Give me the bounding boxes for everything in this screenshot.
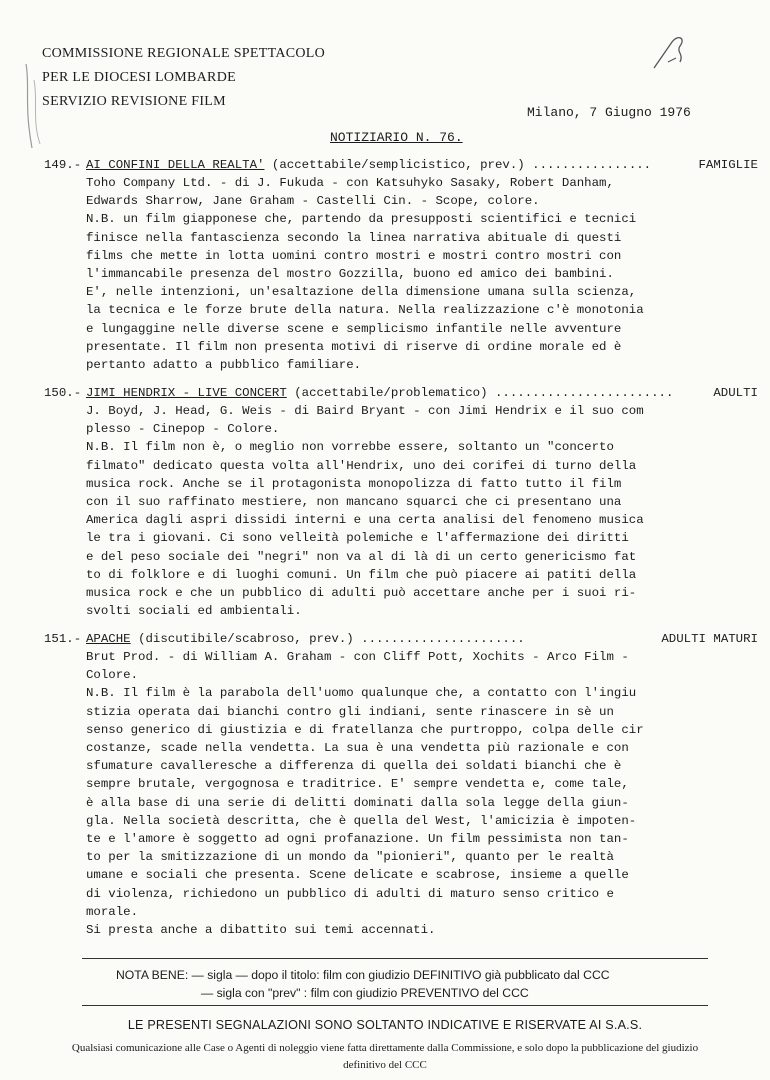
entry-line: musica rock. Anche se il protagonista monopolizza di fatto tutto il film	[86, 476, 622, 491]
entry-number: 151.-	[44, 632, 82, 646]
audience-category: FAMIGLIE	[698, 158, 758, 172]
entry-number: 149.-	[44, 158, 82, 172]
film-title: APACHE	[86, 632, 131, 646]
entry-line: è alla base di una serie di delitti dominati dalla sola legge della giun-	[86, 795, 629, 810]
entry-line: plesso - Cinepop - Colore.	[86, 422, 280, 437]
entry-line: Brut Prod. - di William A. Graham - con Cliff Pott, Xochits - Arco Film -	[86, 650, 629, 664]
entry-line: J. Boyd, J. Head, G. Weis - di Baird Bryant - con Jimi Hendrix e il suo com	[86, 404, 644, 418]
entry-body	[86, 648, 716, 939]
entry-line: umane e sociali che presenta. Scene delicate e scabrose, insieme a quelle	[86, 868, 629, 883]
entry-line: Colore.	[86, 668, 139, 683]
entry-line: e lungaggine nelle diverse scene e semplicismo infantile nelle avventure	[86, 321, 622, 336]
entry-line: di violenza, richiedono un pubblico di adulti di maturo senso critico e	[86, 886, 614, 901]
entry-line: e del peso sociale dei "negri" non va al di là di un certo genericismo fat	[86, 549, 637, 564]
audience-category: ADULTI	[713, 386, 758, 400]
entry-line: stizia operata dai bianchi contro gli indiani, sente rinascere in sè un	[86, 704, 614, 719]
footer-fine-print-line-1: Qualsiasi comunicazione alle Case o Agenti di noleggio viene fatta direttamente dalla Commissione, e solo dopo la pubblicazione del giudizio	[71, 1042, 699, 1054]
entry-line: sfumature cavalleresche a differenza di quella dei soldati bianchi che è	[86, 759, 622, 774]
nota-bene-line-2: — sigla con "prev" : film con giudizio PREVENTIVO del CCC	[201, 986, 529, 1000]
entry-line: to di folklore e di luoghi comuni. Un film che può piacere ai patiti della	[86, 567, 637, 582]
entry-line: senso generico di giustizia e di fratellanza che purtroppo, colpa delle cir	[86, 722, 644, 737]
org-name-line-3: SERVIZIO REVISIONE FILM	[42, 94, 226, 109]
film-rating: (discutibile/scabroso, prev.) ......................	[138, 632, 525, 646]
footer-fine-print-line-2: definitivo del CCC	[343, 1059, 427, 1071]
entry-line: sempre brutale, vergognosa e traditrice. E' sempre vendetta e, come tale,	[86, 777, 629, 792]
entry-line: te e l'amore è soggetto ad ogni profanazione. Un film pessimista non tan-	[86, 832, 629, 847]
entry-line: Si presta anche a dibattito sui temi accennati.	[86, 923, 436, 938]
entry-heading	[44, 630, 764, 648]
org-name-line-1: COMMISSIONE REGIONALE SPETTACOLO	[42, 46, 326, 61]
entry-line: to per la smitizzazione di un mondo da "pionieri", quanto per le realtà	[86, 850, 614, 865]
entry-line: l'immancabile presenza del mostro Gozzilla, buono ed amico dei bambini.	[86, 267, 614, 282]
notiziario-number: NOTIZIARIO N. 76.	[330, 130, 463, 145]
entry-line: le tra i giovani. Ci sono velleità polemiche e l'affermazione dei diritti	[86, 531, 629, 546]
audience-category: ADULTI MATURI	[661, 632, 758, 646]
entry-line: presentate. Il film non presenta motivi di riserve di ordine morale ed è	[86, 339, 622, 354]
nota-bene-line-1: NOTA BENE: — sigla — dopo il titolo: film con giudizio DEFINITIVO già pubblicato dal CCC	[116, 968, 610, 982]
entry-line: America dagli aspri dissidi interni e una certa analisi del fenomeno musica	[86, 513, 644, 528]
footer-fine-print	[0, 1040, 770, 1074]
entry-line: costanze, scade nella vendetta. La sua è una vendetta più razionale e con	[86, 741, 629, 756]
entry-line: pertanto adatto a pubblico familiare.	[86, 358, 362, 373]
film-rating: (accettabile/problematico) ........................	[294, 386, 674, 400]
entry-line: E', nelle intenzioni, un'esaltazione della dimensione umana sulla scienza,	[86, 285, 637, 300]
entry-line: la tecnica e le forze brute della natura. Nella realizzazione c'è monotonia	[86, 303, 644, 318]
entry-line: N.B. Il film non è, o meglio non vorrebbe essere, soltanto un "concerto	[86, 440, 614, 455]
handwritten-signature-mark	[650, 32, 690, 76]
entry-heading	[44, 156, 764, 174]
entry-body	[86, 174, 716, 374]
nota-bene-bottom-rule	[82, 1005, 708, 1006]
entry-line: gla. Nella società descritta, che è quella del West, l'amicizia è impoten-	[86, 813, 637, 828]
entry-heading	[44, 384, 764, 402]
document-date: Milano, 7 Giugno 1976	[527, 105, 691, 120]
entry-line: filmato" dedicato questa volta all'Hendrix, uno dei corifei di turno della	[86, 458, 637, 473]
entry-body	[86, 402, 716, 620]
entry-number: 150.-	[44, 386, 82, 400]
entry-line: Toho Company Ltd. - di J. Fukuda - con Katsuhyko Sasaky, Robert Danham,	[86, 176, 614, 190]
entry-line: musica rock e che un pubblico di adulti può accettare anche per i suoi ri-	[86, 586, 637, 601]
entry-line: N.B. Il film è la parabola dell'uomo qualunque che, a contatto con l'ingiu	[86, 686, 637, 701]
org-name-line-2: PER LE DIOCESI LOMBARDE	[42, 70, 236, 85]
film-rating: (accettabile/semplicistico, prev.) ................	[271, 158, 652, 172]
entry-line: finisce nella fantascienza secondo la linea narrativa abituale di questi	[86, 230, 622, 245]
entry-line: svolti sociali ed ambientali.	[86, 604, 302, 619]
film-title: JIMI HENDRIX - LIVE CONCERT	[86, 386, 287, 400]
entry-line: morale.	[86, 904, 139, 919]
film-title: AI CONFINI DELLA REALTA'	[86, 158, 265, 172]
entry-line: Edwards Sharrow, Jane Graham - Castelli Cin. - Scope, colore.	[86, 194, 540, 209]
nota-bene-top-rule	[82, 958, 708, 959]
entry-line: con il suo raffinato mestiere, non mancano squarci che ci presentano una	[86, 495, 622, 510]
footer-notice: LE PRESENTI SEGNALAZIONI SONO SOLTANTO INDICATIVE E RISERVATE AI S.A.S.	[127, 1018, 643, 1032]
entry-line: films che mette in lotta uomini contro mostri e mostri contro mostri con	[86, 248, 622, 263]
entry-line: N.B. un film giapponese che, partendo da presupposti scientifici e tecnici	[86, 212, 637, 227]
